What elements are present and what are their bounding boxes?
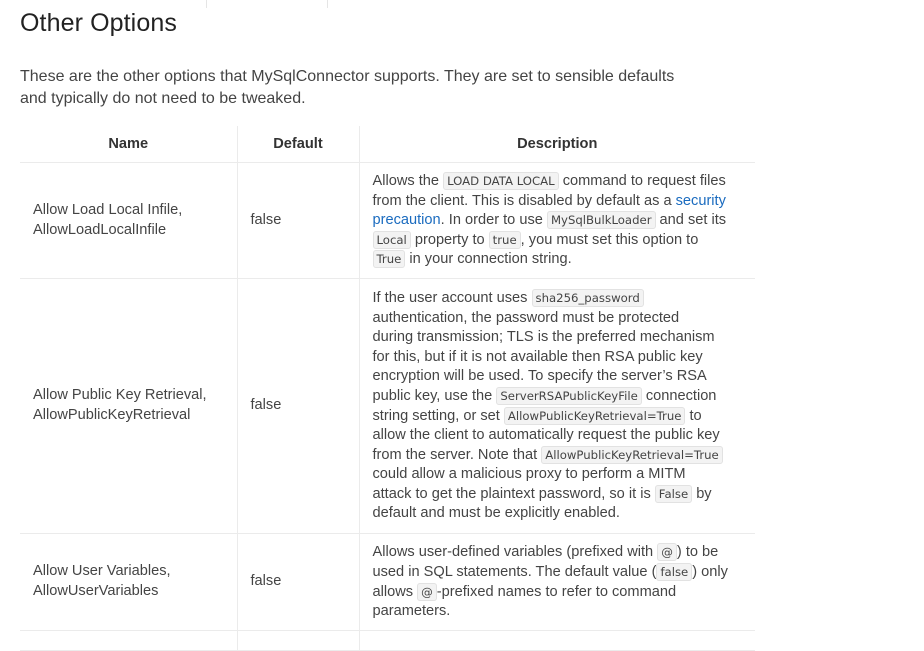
option-description bbox=[359, 534, 755, 631]
option-key: AllowUserVariables bbox=[33, 583, 159, 599]
desc-text: connection bbox=[641, 387, 717, 404]
table-row bbox=[20, 163, 755, 279]
inline-code: ServerRSAPublicKeyFile bbox=[496, 387, 641, 405]
desc-text: could allow a malicious proxy to perform a MITM bbox=[372, 466, 686, 483]
option-name-cell bbox=[20, 163, 237, 279]
header-default: Default bbox=[237, 126, 359, 163]
desc-text: encryption will be used. To specify the server’s RSA bbox=[372, 368, 707, 385]
tab-divider-right bbox=[327, 0, 328, 8]
desc-text: from the client. This is disabled by default as a bbox=[372, 192, 676, 209]
intro-line: and typically do not need to be tweaked. bbox=[20, 90, 306, 107]
table-row bbox=[20, 631, 755, 651]
desc-text: default and must be explicitly enabled. bbox=[372, 505, 620, 522]
desc-text: by bbox=[692, 485, 712, 502]
intro-line: These are the other options that MySqlConnector supports. They are set to sensible defaults bbox=[20, 68, 675, 85]
desc-text: during transmission; TLS is the preferred mechanism bbox=[372, 329, 715, 346]
desc-text: property to bbox=[410, 231, 489, 248]
inline-code: LOAD DATA LOCAL bbox=[443, 172, 559, 190]
table-header-row bbox=[20, 126, 755, 163]
option-description bbox=[359, 631, 755, 651]
desc-text: ) to be bbox=[676, 544, 719, 561]
desc-text: and set its bbox=[655, 212, 727, 229]
option-name: Allow Load Local Infile, bbox=[33, 201, 183, 218]
desc-text: Allows user-defined variables (prefixed with bbox=[372, 544, 658, 561]
inline-code: @ bbox=[417, 583, 437, 601]
security-precaution-link[interactable]: security bbox=[675, 192, 726, 209]
option-name-cell bbox=[20, 279, 237, 534]
inline-code: false bbox=[656, 563, 692, 581]
desc-text: from the server. Note that bbox=[372, 446, 542, 463]
option-default: false bbox=[237, 534, 359, 631]
option-name-cell bbox=[20, 534, 237, 631]
options-table bbox=[20, 126, 755, 651]
inline-code: true bbox=[489, 231, 521, 249]
intro-paragraph bbox=[20, 66, 755, 110]
inline-code: False bbox=[655, 485, 692, 503]
desc-text: -prefixed names to refer to command bbox=[436, 583, 677, 600]
option-default: false bbox=[237, 163, 359, 279]
desc-text: allows bbox=[372, 583, 418, 600]
inline-code: sha256_password bbox=[532, 289, 644, 307]
desc-text: public key, use the bbox=[372, 387, 497, 404]
desc-text: . In order to use bbox=[440, 212, 547, 229]
table-row bbox=[20, 279, 755, 534]
desc-text: in your connection string. bbox=[405, 251, 572, 268]
option-description bbox=[359, 279, 755, 534]
desc-text: string setting, or set bbox=[372, 407, 504, 424]
option-default: false bbox=[237, 279, 359, 534]
inline-code: MySqlBulkLoader bbox=[547, 211, 656, 229]
section-title: Other Options bbox=[20, 9, 177, 37]
inline-code: @ bbox=[657, 543, 677, 561]
desc-text: Allows the bbox=[372, 173, 444, 190]
desc-text: used in SQL statements. The default value ( bbox=[372, 563, 657, 580]
option-name-cell bbox=[20, 631, 237, 651]
inline-code: AllowPublicKeyRetrieval=True bbox=[541, 446, 723, 464]
option-name: Allow User Variables, bbox=[33, 563, 171, 580]
tab-divider-left bbox=[206, 0, 207, 8]
option-name: Allow Public Key Retrieval, bbox=[33, 387, 207, 404]
desc-text: allow the client to automatically request the public key bbox=[372, 427, 720, 444]
header-name: Name bbox=[20, 126, 237, 163]
inline-code: True bbox=[373, 250, 406, 268]
header-description: Description bbox=[359, 126, 755, 163]
table-row bbox=[20, 534, 755, 631]
desc-text: command to request files bbox=[558, 173, 726, 190]
option-default bbox=[237, 631, 359, 651]
desc-text: parameters. bbox=[372, 603, 451, 620]
desc-text: If the user account uses bbox=[372, 289, 532, 306]
desc-text: authentication, the password must be protected bbox=[372, 309, 680, 326]
option-key: AllowLoadLocalInfile bbox=[33, 221, 167, 238]
inline-code: Local bbox=[373, 231, 411, 249]
desc-text: , you must set this option to bbox=[520, 231, 699, 248]
option-description bbox=[359, 163, 755, 279]
option-key: AllowPublicKeyRetrieval bbox=[33, 407, 191, 423]
desc-text: attack to get the plaintext password, so it is bbox=[372, 485, 655, 502]
security-precaution-link[interactable]: precaution bbox=[372, 212, 441, 229]
desc-text: ) only bbox=[692, 563, 728, 580]
inline-code: AllowPublicKeyRetrieval=True bbox=[504, 407, 686, 425]
desc-text: for this, but if it is not available then RSA public key bbox=[372, 348, 703, 365]
desc-text: to bbox=[685, 407, 702, 424]
